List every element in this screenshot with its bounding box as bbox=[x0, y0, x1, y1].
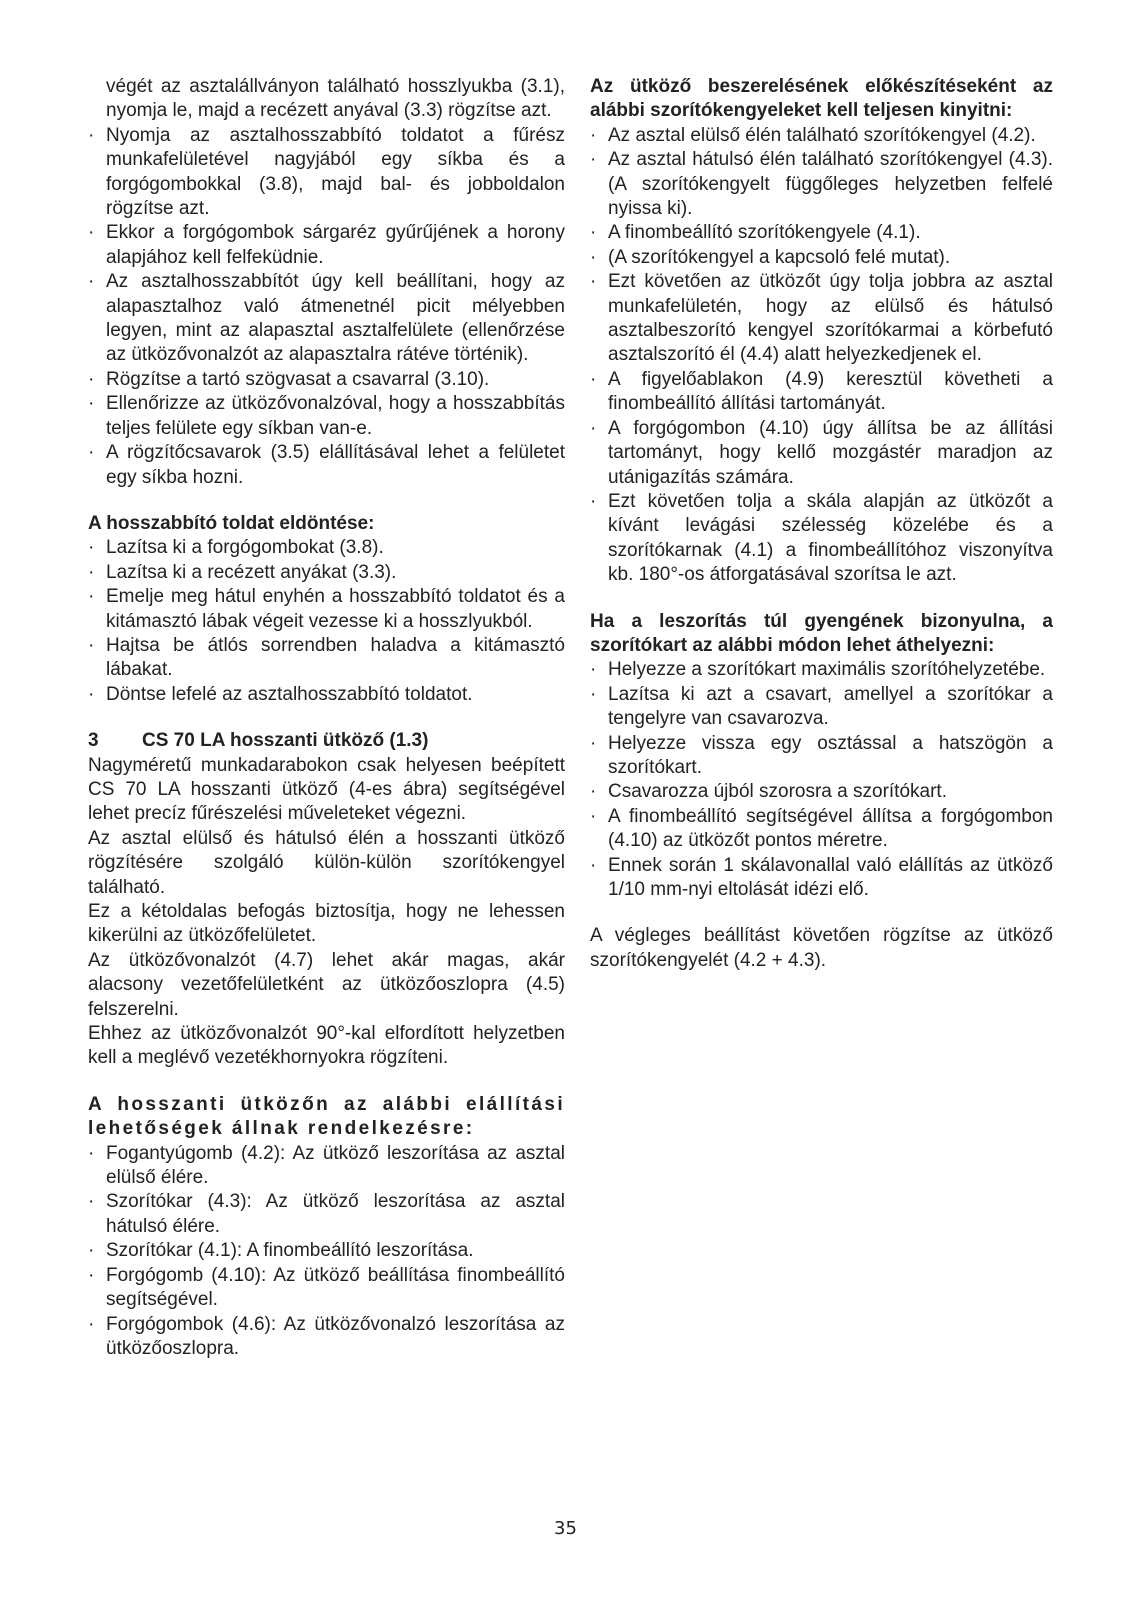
bullet: · bbox=[88, 1313, 95, 1335]
bullet: · bbox=[88, 634, 95, 656]
relocate-list bbox=[590, 658, 1053, 902]
list-item: · Ezt követően az ütközőt úgy tolja jobbra az asztal munkafelületén, hogy az elülső és hátulsó asztalbeszorító kengyel szorítókarmai a körbefutó asztalszorító él (4.4) alatt helyezkedjenek el. bbox=[590, 271, 1053, 366]
bullet: · bbox=[590, 246, 597, 268]
list-item: · Ezt követően tolja a skála alapján az ütközőt a kívánt levágási szélesség közelébe és a szorítókarnak (4.1) a finombeállítóhoz viszonyítva kb. 180°-os átforgatásával szorítsa le azt. bbox=[590, 490, 1053, 586]
list-item: · Az asztal hátulsó élén található szorítókengyel (4.3). (A szorítókengyelt függőleges helyzetben felfelé nyissa ki). bbox=[590, 149, 1053, 220]
bullet: · bbox=[88, 1142, 95, 1164]
bullet: · bbox=[88, 1264, 95, 1286]
list-item: · Ekkor a forgógombok sárgaréz gyűrűjének a horony alapjához kell felfeküdnie. bbox=[88, 222, 565, 268]
bullet: · bbox=[88, 1191, 95, 1213]
relocate-heading: Ha a leszorítás túl gyengének bizonyulna, a szorítókart az alábbi módon lehet áthelyezni: bbox=[590, 610, 1053, 656]
final-paragraph: A végleges beállítást követően rögzítse az ütköző szorítókengyelét (4.2 + 4.3). bbox=[590, 925, 1053, 971]
section-title: CS 70 LA hosszanti ütköző (1.3) bbox=[142, 730, 429, 752]
options-heading: A hosszanti ütközőn az alábbi elállítási lehetőségek állnak rendelkezésre: bbox=[88, 1093, 565, 1140]
section-paragraph: Ez a kétoldalas befogás biztosítja, hogy ne lehessen kikerülni az ütközőfelületet. bbox=[88, 901, 565, 947]
intro-continuation: végét az asztalállványon található hosszlyukba (3.1), nyomja le, majd a recézett anyával (3.3) rögzítse azt. bbox=[106, 76, 565, 122]
bullet: · bbox=[590, 805, 597, 827]
list-item: · Forgógomb (4.10): Az ütköző beállítása finombeállító segítségével. bbox=[88, 1264, 565, 1311]
section-paragraph: Az asztal elülső és hátulsó élén a hosszanti ütköző rögzítésére szolgáló külön-külön szorítókengyel található. bbox=[88, 827, 565, 898]
section-paragraph: Ehhez az ütközővonalzót 90°-kal elfordított helyzetben kell a meglévő vezetékhornyokra rögzíteni. bbox=[88, 1023, 565, 1069]
prep-list bbox=[590, 124, 1053, 588]
bullet: · bbox=[88, 683, 95, 705]
list-item: · Hajtsa be átlós sorrendben haladva a kitámasztó lábakat. bbox=[88, 634, 565, 681]
bullet: · bbox=[590, 490, 597, 512]
bullet: · bbox=[590, 124, 597, 146]
list-item: · Nyomja az asztalhosszabbító toldatot a fűrész munkafelületével nagyjából egy síkba és a forgógombokkal (3.8), majd bal- és jobboldalon rögzítse azt. bbox=[88, 124, 565, 220]
list-item: · Emelje meg hátul enyhén a hosszabbító toldatot és a kitámasztó lábak végeit vezesse ki a hosszlyukból. bbox=[88, 586, 565, 632]
bullet: · bbox=[88, 368, 95, 390]
bullet: · bbox=[590, 781, 597, 803]
bullet: · bbox=[590, 659, 597, 681]
list-item: · Ennek során 1 skálavonallal való elállítás az ütköző 1/10 mm-nyi eltolását idézi elő. bbox=[590, 854, 1053, 900]
bullet: · bbox=[88, 222, 95, 244]
list-item: · Rögzítse a tartó szögvasat a csavarral (3.10). bbox=[88, 368, 565, 392]
section-paragraph: Az ütközővonalzót (4.7) lehet akár magas, akár alacsony vezetőfelületként az ütközőoszlopra (4.5) felszerelni. bbox=[88, 949, 565, 1020]
intro-list bbox=[88, 124, 565, 490]
prep-heading: Az ütköző beszerelésének előkészítéseként az alábbi szorítókengyeleket kell teljesen kinyitni: bbox=[590, 76, 1053, 122]
list-item: · A forgógombon (4.10) úgy állítsa be az állítási tartományt, hogy kellő mozgástér maradjon az utánigazítás számára. bbox=[590, 417, 1053, 488]
list-item: · A rögzítőcsavarok (3.5) elállításával lehet a felületet egy síkba hozni. bbox=[88, 442, 565, 488]
bullet: · bbox=[590, 222, 597, 244]
bullet: · bbox=[88, 393, 95, 415]
bullet: · bbox=[590, 854, 597, 876]
list-item: · Lazítsa ki a forgógombokat (3.8). bbox=[88, 536, 565, 560]
bullet: · bbox=[88, 442, 95, 464]
list-item: · Az asztal elülső élén található szorítókengyel (4.2). bbox=[590, 124, 1053, 148]
list-item: · Döntse lefelé az asztalhosszabbító toldatot. bbox=[88, 683, 565, 707]
list-item: · Forgógombok (4.6): Az ütközővonalzó leszorítása az ütközőoszlopra. bbox=[88, 1313, 565, 1359]
bullet: · bbox=[88, 561, 95, 583]
list-item: · A figyelőablakon (4.9) keresztül követheti a finombeállító állítási tartományát. bbox=[590, 368, 1053, 415]
list-item: · Szorítókar (4.1): A finombeállító leszorítása. bbox=[88, 1239, 565, 1263]
tilt-list bbox=[88, 536, 565, 707]
section-number: 3 bbox=[88, 730, 99, 752]
list-item: · Fogantyúgomb (4.2): Az ütköző leszorítása az asztal elülső élére. bbox=[88, 1142, 565, 1189]
list-item: · Ellenőrizze az ütközővonalzóval, hogy a hosszabbítás teljes felülete egy síkban van-e. bbox=[88, 393, 565, 439]
list-item: · Helyezze vissza egy osztással a hatszögön a szorítókart. bbox=[590, 732, 1053, 778]
bullet: · bbox=[88, 537, 95, 559]
tilt-heading: A hosszabbító toldat eldöntése: bbox=[88, 512, 375, 534]
list-item: · A finombeállító szorítókengyele (4.1). bbox=[590, 221, 1053, 245]
list-item: · A finombeállító segítségével állítsa a forgógombon (4.10) az ütközőt pontos méretre. bbox=[590, 805, 1053, 852]
list-item: · Helyezze a szorítókart maximális szorítóhelyzetébe. bbox=[590, 658, 1053, 682]
bullet: · bbox=[590, 368, 597, 390]
bullet: · bbox=[88, 124, 95, 146]
list-item: · Lazítsa ki a recézett anyákat (3.3). bbox=[88, 561, 565, 585]
left-column bbox=[88, 75, 565, 1361]
list-item: · Lazítsa ki azt a csavart, amellyel a szorítókar a tengelyre van csavarozva. bbox=[590, 683, 1053, 730]
list-item: · Csavarozza újból szorosra a szorítókart. bbox=[590, 780, 1053, 804]
page-number: 35 bbox=[554, 1518, 577, 1539]
list-item: · Szorítókar (4.3): Az ütköző leszorítása az asztal hátulsó élére. bbox=[88, 1191, 565, 1237]
list-item: · Az asztalhosszabbítót úgy kell beállítani, hogy az alapasztalhoz való átmenetnél picit mélyebben legyen, mint az alapasztal asztalfelülete (ellenőrzése az ütközővonalzót az alapasztalra rátéve történik). bbox=[88, 271, 565, 366]
bullet: · bbox=[88, 586, 95, 608]
bullet: · bbox=[590, 732, 597, 754]
bullet: · bbox=[590, 149, 597, 171]
bullet: · bbox=[88, 1240, 95, 1262]
section-heading bbox=[88, 729, 565, 753]
list-item: · (A szorítókengyel a kapcsoló felé mutat). bbox=[590, 246, 1053, 270]
bullet: · bbox=[88, 271, 95, 293]
bullet: · bbox=[590, 417, 597, 439]
options-list bbox=[88, 1142, 565, 1362]
bullet: · bbox=[590, 271, 597, 293]
bullet: · bbox=[590, 683, 597, 705]
right-column bbox=[590, 75, 1053, 973]
section-paragraph: Nagyméretű munkadarabokon csak helyesen beépített CS 70 LA hosszanti ütköző (4-es ábra) segítségével lehet precíz fűrészelési műveleteket végezni. bbox=[88, 754, 565, 825]
